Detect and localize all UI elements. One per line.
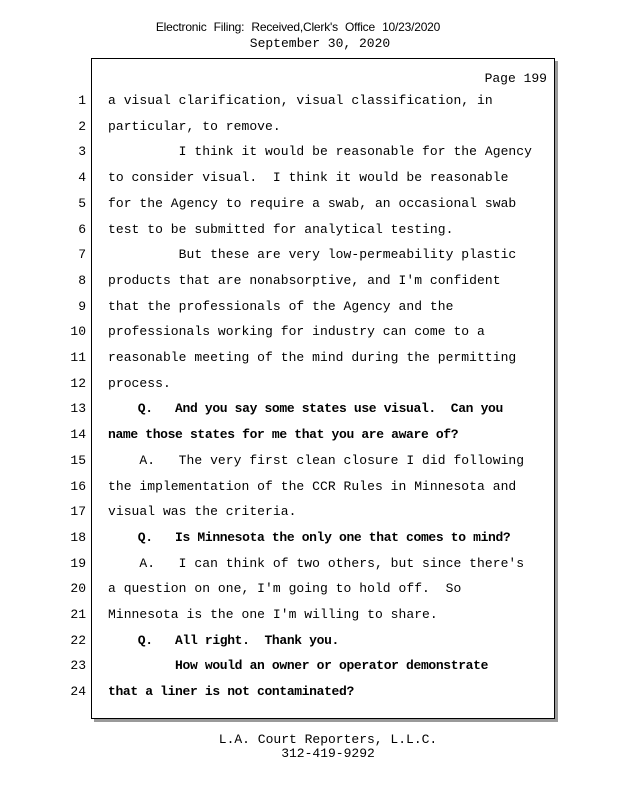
page-number: Page 199: [484, 71, 547, 86]
line-number: 19: [70, 556, 86, 571]
line-number: 21: [70, 607, 86, 622]
question-line: name those states for me that you are aware of?: [108, 427, 459, 442]
transcript-line: the implementation of the CCR Rules in Minnesota and: [108, 479, 517, 494]
filing-stamp: Electronic Filing: Received,Clerk's Office 10/23/2020: [155, 20, 441, 34]
transcript-line: A. I can think of two others, but since there's: [108, 556, 525, 571]
line-number: 16: [70, 479, 86, 494]
line-number: 17: [70, 504, 86, 519]
line-number: 7: [78, 247, 86, 262]
question-line: that a liner is not contaminated?: [108, 684, 354, 699]
line-number: 5: [78, 196, 86, 211]
line-number: 18: [70, 530, 86, 545]
line-number: 9: [78, 299, 86, 314]
line-number: 24: [70, 684, 86, 699]
transcript-line: a question on one, I'm going to hold off. So: [108, 581, 462, 596]
transcript-line: But these are very low-permeability plastic: [108, 247, 517, 262]
question-line: How would an owner or operator demonstrate: [108, 658, 489, 673]
line-number: 23: [70, 658, 86, 673]
footer: [0, 733, 618, 761]
reporter-phone: 312-419-9292: [281, 746, 375, 761]
line-number: 20: [70, 581, 86, 596]
line-number: 11: [70, 350, 86, 365]
line-number: 8: [78, 273, 86, 288]
transcript-line: professionals working for industry can come to a: [108, 324, 485, 339]
question-line: Q. Is Minnesota the only one that comes to mind?: [108, 530, 511, 545]
transcript-line: a visual clarification, visual classification, in: [108, 93, 493, 108]
transcript-line: I think it would be reasonable for the Agency: [108, 144, 532, 159]
transcript-line: that the professionals of the Agency and the: [108, 299, 454, 314]
transcript-line: Minnesota is the one I'm willing to share.: [108, 607, 438, 622]
line-number: 12: [70, 376, 86, 391]
transcript-line: process.: [108, 376, 171, 391]
transcript-line: products that are nonabsorptive, and I'm confident: [108, 273, 501, 288]
question-line: Q. All right. Thank you.: [108, 633, 339, 648]
transcript-line: test to be submitted for analytical testing.: [108, 222, 454, 237]
reporter-company: L.A. Court Reporters, L.L.C.: [218, 732, 438, 747]
transcript-line: for the Agency to require a swab, an occasional swab: [108, 196, 517, 211]
line-number: 2: [78, 119, 86, 134]
line-number: 1: [78, 93, 86, 108]
line-number: 15: [70, 453, 86, 468]
transcript-line: particular, to remove.: [108, 119, 281, 134]
line-number: 3: [78, 144, 86, 159]
transcript-line: A. The very first clean closure I did following: [108, 453, 525, 468]
line-number: 10: [70, 324, 86, 339]
line-number: 13: [70, 401, 86, 416]
transcript-line: visual was the criteria.: [108, 504, 297, 519]
transcript-line: reasonable meeting of the mind during the permitting: [108, 350, 517, 365]
transcript-line: to consider visual. I think it would be reasonable: [108, 170, 509, 185]
transcript-date: September 30, 2020: [249, 36, 391, 51]
line-number: 6: [78, 222, 86, 237]
line-number: 22: [70, 633, 86, 648]
line-number: 4: [78, 170, 86, 185]
question-line: Q. And you say some states use visual. Can you: [108, 401, 503, 416]
line-number: 14: [70, 427, 86, 442]
